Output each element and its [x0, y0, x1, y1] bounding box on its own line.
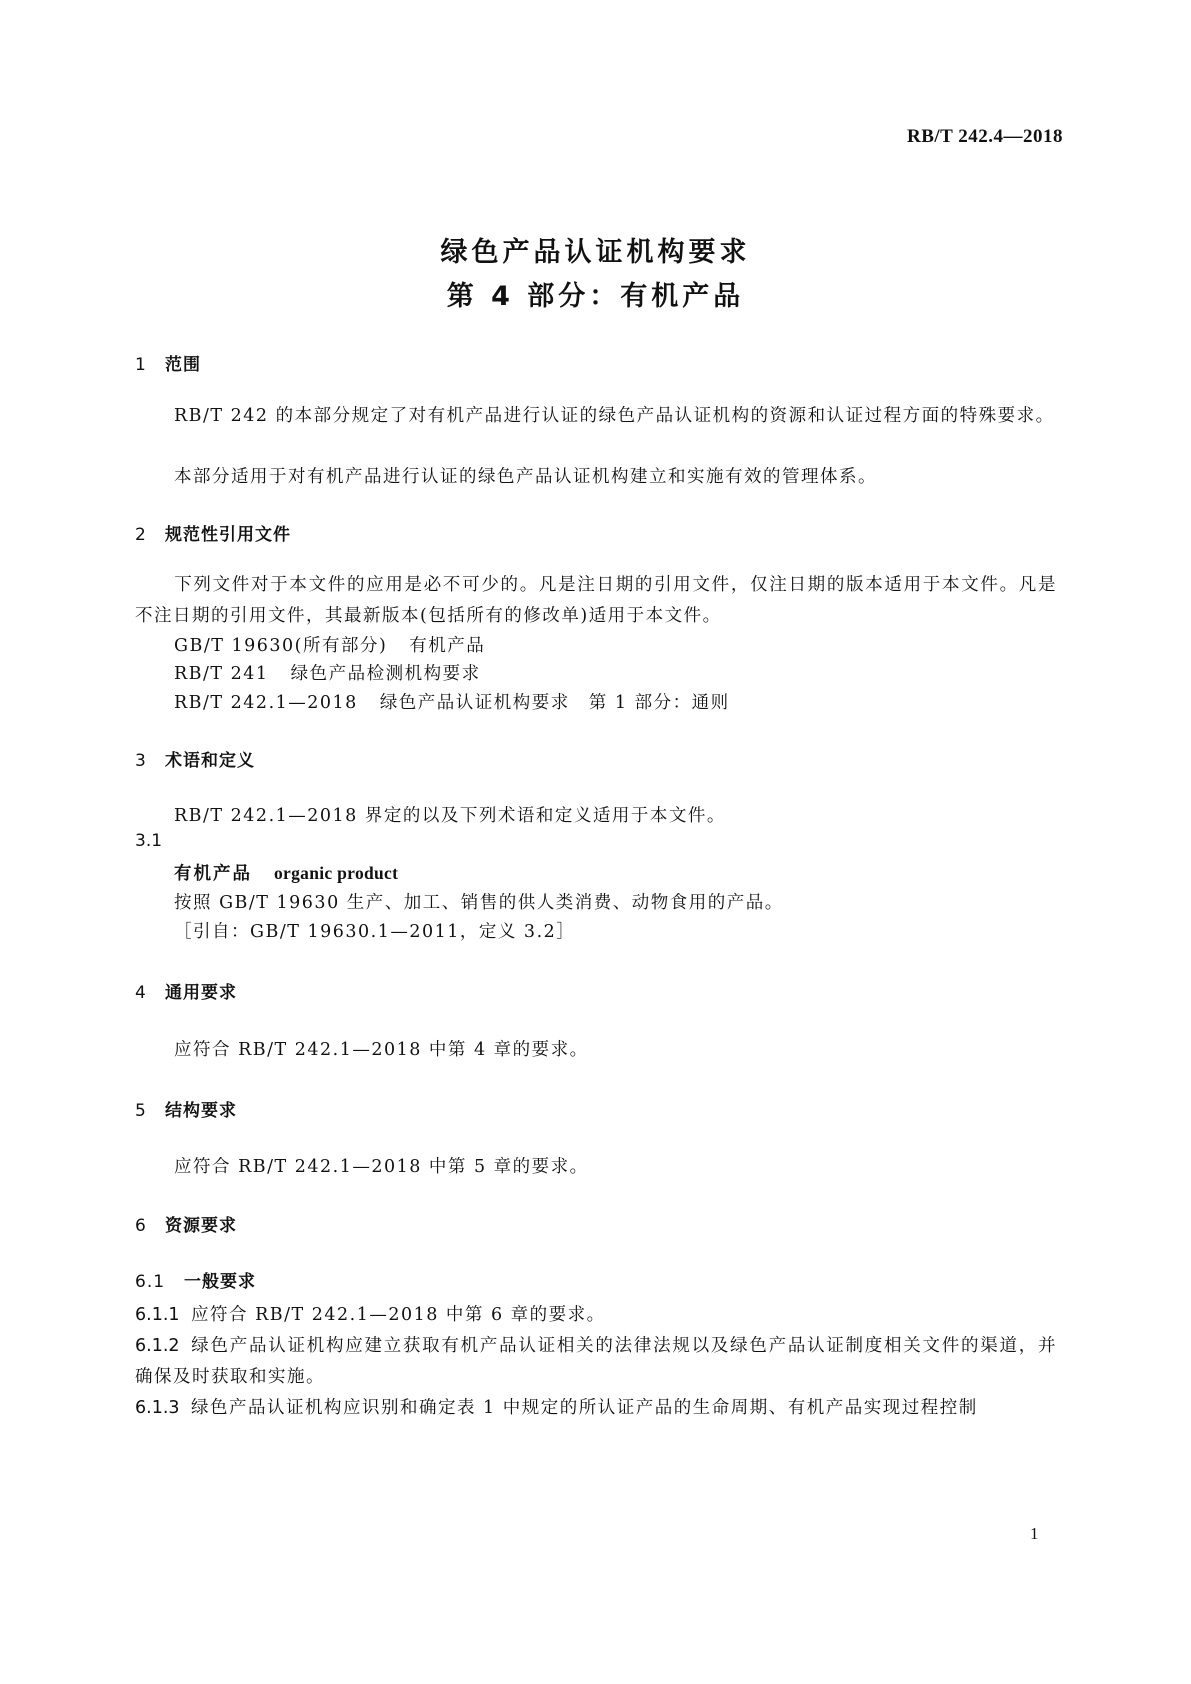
clause-text: 绿色产品认证机构应识别和确定表 1 中规定的所认证产品的生命周期、有机产品实现过程控制 — [191, 1398, 978, 1418]
term-name — [174, 860, 398, 885]
section-6-heading — [135, 1211, 237, 1236]
term-number: 3.1 — [135, 831, 163, 851]
section-title: 范围 — [165, 355, 201, 375]
reference-code: GB/T 19630(所有部分) — [174, 636, 388, 656]
term-source: ［引自：GB/T 19630.1—2011，定义 3.2］ — [174, 922, 576, 942]
reference-code: RB/T 242.1—2018 — [174, 693, 358, 713]
section-1-heading — [135, 350, 201, 375]
reference-title: 绿色产品检测机构要求 — [290, 664, 481, 684]
clause-number: 6.1.3 — [135, 1398, 180, 1418]
document-title: 绿色产品认证机构要求 — [440, 237, 751, 268]
section-number: 6 — [135, 1216, 147, 1236]
subsection-title: 一般要求 — [184, 1272, 256, 1292]
section-3-paragraph-1: RB/T 242.1—2018 界定的以及下列术语和定义适用于本文件。 — [174, 806, 726, 826]
term-definition: 按照 GB/T 19630 生产、加工、销售的供人类消费、动物食用的产品。 — [174, 893, 784, 913]
section-number: 3 — [135, 751, 147, 771]
section-number: 5 — [135, 1101, 147, 1121]
clause-text: 应符合 RB/T 242.1—2018 中第 6 章的要求。 — [191, 1305, 606, 1325]
term-name-chinese: 有机产品 — [174, 864, 252, 884]
section-title: 结构要求 — [165, 1101, 237, 1121]
section-3-heading — [135, 746, 255, 771]
clause-6-1-1 — [135, 1300, 1057, 1331]
section-4-heading — [135, 978, 237, 1003]
document-subtitle: 第 4 部分：有机产品 — [446, 281, 745, 312]
reference-title: 有机产品 — [409, 636, 486, 656]
section-number: 2 — [135, 525, 147, 545]
section-title: 术语和定义 — [165, 751, 255, 771]
reference-code: RB/T 241 — [174, 664, 269, 684]
subsection-6-1-heading — [135, 1267, 256, 1292]
section-4-paragraph-1: 应符合 RB/T 242.1—2018 中第 4 章的要求。 — [174, 1040, 589, 1060]
reference-title: 绿色产品认证机构要求 第 1 部分：通则 — [379, 693, 730, 713]
subsection-number: 6.1 — [135, 1272, 166, 1292]
normative-reference — [174, 660, 481, 685]
section-1-paragraph-1 — [135, 401, 1057, 432]
clause-number: 6.1.2 — [135, 1336, 180, 1356]
section-title: 通用要求 — [165, 983, 237, 1003]
paragraph-text: 下列文件对于本文件的应用是必不可少的。凡是注日期的引用文件，仅注日期的版本适用于本文件。凡是不注日期的引用文件，其最新版本(包括所有的修改单)适用于本文件。 — [135, 575, 1057, 626]
clause-number: 6.1.1 — [135, 1305, 180, 1325]
section-2-paragraph-1 — [135, 570, 1057, 632]
normative-reference — [174, 632, 485, 657]
section-number: 4 — [135, 983, 147, 1003]
normative-reference — [174, 689, 730, 714]
section-number: 1 — [135, 355, 147, 375]
section-title: 规范性引用文件 — [165, 525, 291, 545]
clause-6-1-2 — [135, 1331, 1057, 1393]
clause-text: 绿色产品认证机构应建立获取有机产品认证相关的法律法规以及绿色产品认证制度相关文件的渠道，并确保及时获取和实施。 — [135, 1336, 1057, 1387]
section-5-heading — [135, 1096, 237, 1121]
section-title: 资源要求 — [165, 1216, 237, 1236]
section-5-paragraph-1: 应符合 RB/T 242.1—2018 中第 5 章的要求。 — [174, 1157, 589, 1177]
clause-6-1-3 — [135, 1393, 1057, 1424]
document-code: RB/T 242.4—2018 — [906, 126, 1063, 147]
section-2-heading — [135, 520, 291, 545]
section-1-paragraph-2: 本部分适用于对有机产品进行认证的绿色产品认证机构建立和实施有效的管理体系。 — [174, 467, 877, 487]
term-name-english: organic product — [274, 863, 399, 883]
paragraph-text: RB/T 242 的本部分规定了对有机产品进行认证的绿色产品认证机构的资源和认证过程方面的特殊要求。 — [174, 406, 1055, 426]
page-number: 1 — [1030, 1524, 1039, 1543]
